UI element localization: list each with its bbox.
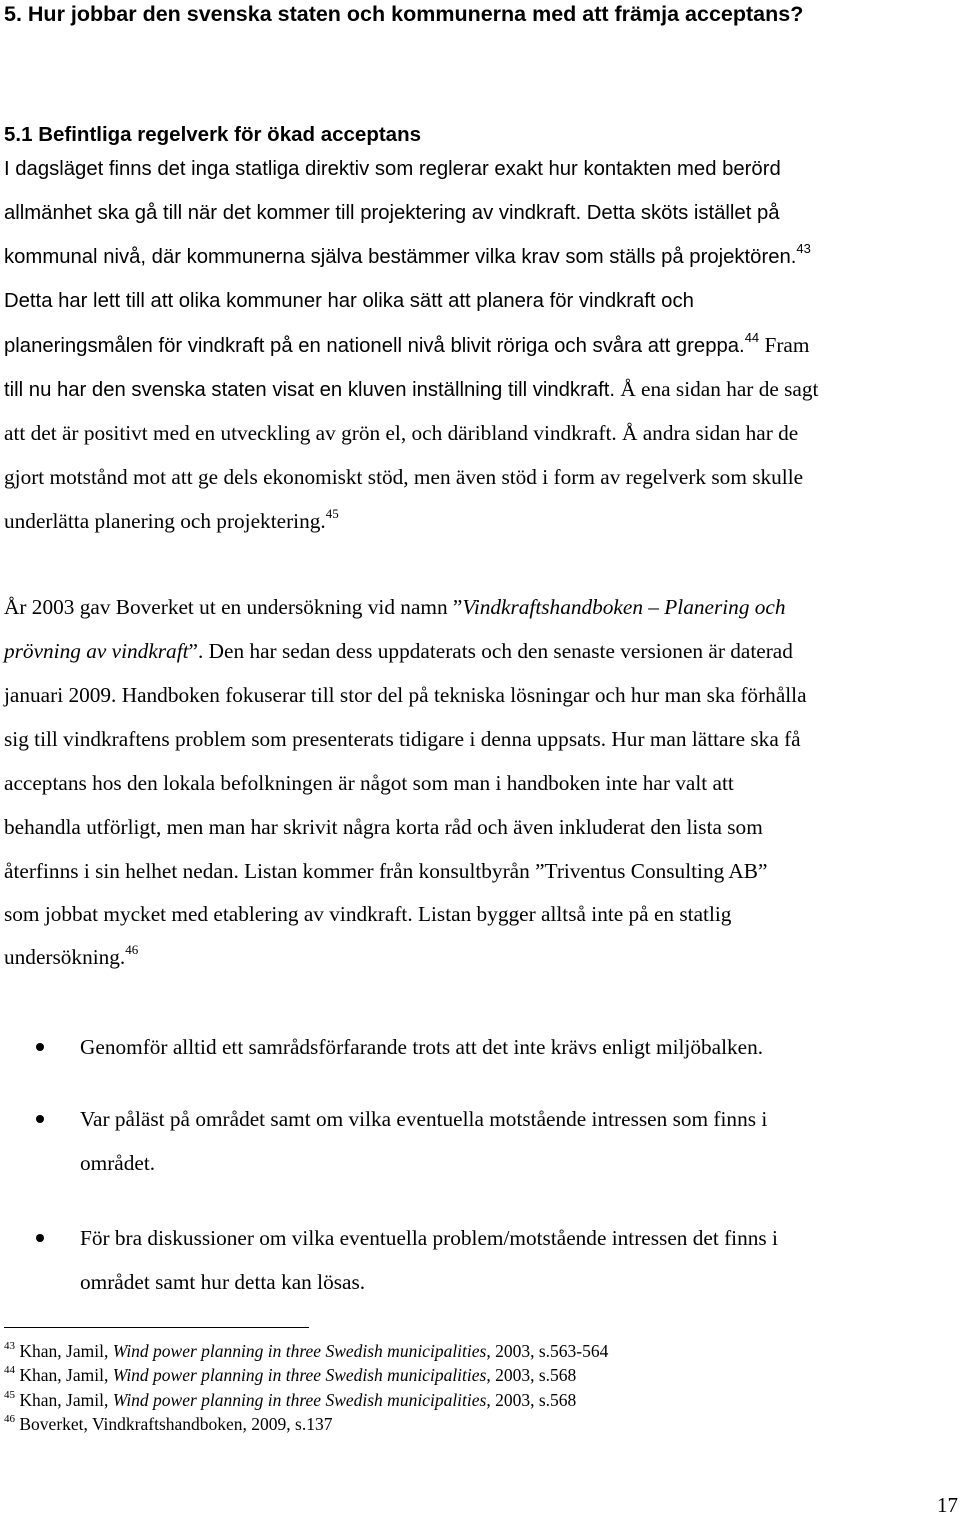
paragraph-line xyxy=(4,331,809,360)
line-text: undersökning. xyxy=(4,945,126,969)
section-heading: 5. Hur jobbar den svenska staten och kommunerna med att främja acceptans? xyxy=(4,2,804,26)
paragraph-line xyxy=(4,243,811,271)
bullet-icon xyxy=(36,1115,44,1123)
paragraph-line: Detta har lett till att olika kommuner har olika sätt att planera för vindkraft och xyxy=(4,290,694,312)
bullet-icon xyxy=(36,1234,44,1242)
list-item-text: området samt hur detta kan lösas. xyxy=(80,1270,366,1294)
paragraph-line xyxy=(4,943,138,971)
footnote xyxy=(4,1413,332,1435)
paragraph-line: gjort motstånd mot att ge dels ekonomiskt stöd, men även stöd i form av regelverk som skulle xyxy=(4,465,804,489)
line-text: Å ena sidan har de sagt xyxy=(615,377,819,401)
footnote-number: 46 xyxy=(4,1413,15,1426)
footnote-title: Wind power planning in three Swedish municipalities xyxy=(112,1390,487,1410)
bullet-icon xyxy=(36,1043,44,1051)
page-number: 17 xyxy=(937,1493,958,1517)
paragraph-line xyxy=(4,419,798,447)
footnote xyxy=(4,1389,576,1411)
footnote-text: Khan, Jamil, xyxy=(15,1341,113,1361)
paragraph-line: sig till vindkraftens problem som presenterats tidigare i denna uppsats. Hur man lättare ska få xyxy=(4,727,801,751)
paragraph-line xyxy=(4,375,818,404)
footnote-title: Wind power planning in three Swedish municipalities xyxy=(112,1341,487,1361)
paragraph-line: januari 2009. Handboken fokuserar till stor del på tekniska lösningar och hur man ska förhålla xyxy=(4,683,807,707)
book-title: prövning av vindkraft xyxy=(4,639,189,663)
footnote-ref: 45 xyxy=(325,505,339,521)
footnote-text: , 2003, s.568 xyxy=(486,1365,577,1385)
paragraph-line: allmänhet ska gå till när det kommer till projektering av vindkraft. Detta sköts istället på xyxy=(4,202,780,224)
line-text: År 2003 gav Boverket ut en undersökning vid namn ” xyxy=(4,595,463,619)
footnote-text: Khan, Jamil, xyxy=(15,1365,113,1385)
footnote-number: 44 xyxy=(4,1364,15,1377)
paragraph-line: som jobbat mycket med etablering av vindkraft. Listan bygger alltså inte på en statlig xyxy=(4,902,732,926)
footnote xyxy=(4,1364,576,1386)
paragraph-line: acceptans hos den lokala befolkningen är något som man i handboken inte har valt att xyxy=(4,771,734,795)
footnote-separator xyxy=(4,1327,309,1328)
paragraph-line: behandla utförligt, men man har skrivit några korta råd och även inkluderat den lista som xyxy=(4,815,763,839)
footnote-text: , 2003, s.568 xyxy=(486,1390,577,1410)
footnote-ref: 46 xyxy=(125,941,139,957)
line-text: ”. Den har sedan dess uppdaterats och den senaste versionen är daterad xyxy=(188,639,793,663)
paragraph-line: återfinns i sin helhet nedan. Listan kommer från konsultbyrån ”Triventus Consulting AB” xyxy=(4,859,768,883)
line-text: planeringsmålen för vindkraft på en nationell nivå blivit röriga och svåra att greppa. xyxy=(4,335,745,357)
subsection-heading: 5.1 Befintliga regelverk för ökad acceptans xyxy=(4,123,421,146)
list-item-text: Genomför alltid ett samrådsförfarande trots att det inte krävs enligt miljöbalken. xyxy=(80,1035,764,1059)
paragraph-line xyxy=(4,593,786,621)
footnote-number: 45 xyxy=(4,1389,15,1402)
list-item-text: Var påläst på området samt om vilka eventuella motstående intressen som finns i xyxy=(80,1107,768,1131)
footnote-title: Wind power planning in three Swedish municipalities xyxy=(112,1365,487,1385)
paragraph-line xyxy=(4,637,793,665)
footnote-number: 43 xyxy=(4,1340,15,1353)
list-item-text: området. xyxy=(80,1151,156,1175)
list-item-text: För bra diskussioner om vilka eventuella problem/motstående intressen det finns i xyxy=(80,1226,778,1250)
line-text: att det är positivt med en utveckling av grön el, och däribland vindkraft. xyxy=(4,421,617,445)
footnote xyxy=(4,1340,608,1362)
book-title: Vindkraftshandboken – Planering och xyxy=(462,595,786,619)
line-text: kommunal nivå, där kommunerna själva bestämmer vilka krav som ställs på projektören. xyxy=(4,246,797,268)
footnote-ref: 44 xyxy=(744,330,760,346)
line-text: Fram xyxy=(759,333,810,357)
paragraph-line xyxy=(4,507,339,535)
footnote-text: Khan, Jamil, xyxy=(15,1390,113,1410)
paragraph-line: I dagsläget finns det inga statliga direktiv som reglerar exakt hur kontakten med berörd xyxy=(4,158,781,180)
footnote-text: Boverket, Vindkraftshandboken, 2009, s.137 xyxy=(15,1414,333,1434)
line-text: Å andra sidan har de xyxy=(616,421,799,445)
line-text: till nu har den svenska staten visat en kluven inställning till vindkraft. xyxy=(4,379,616,401)
line-text: underlätta planering och projektering. xyxy=(4,509,326,533)
footnote-ref: 43 xyxy=(796,241,811,257)
footnote-text: , 2003, s.563-564 xyxy=(486,1341,609,1361)
